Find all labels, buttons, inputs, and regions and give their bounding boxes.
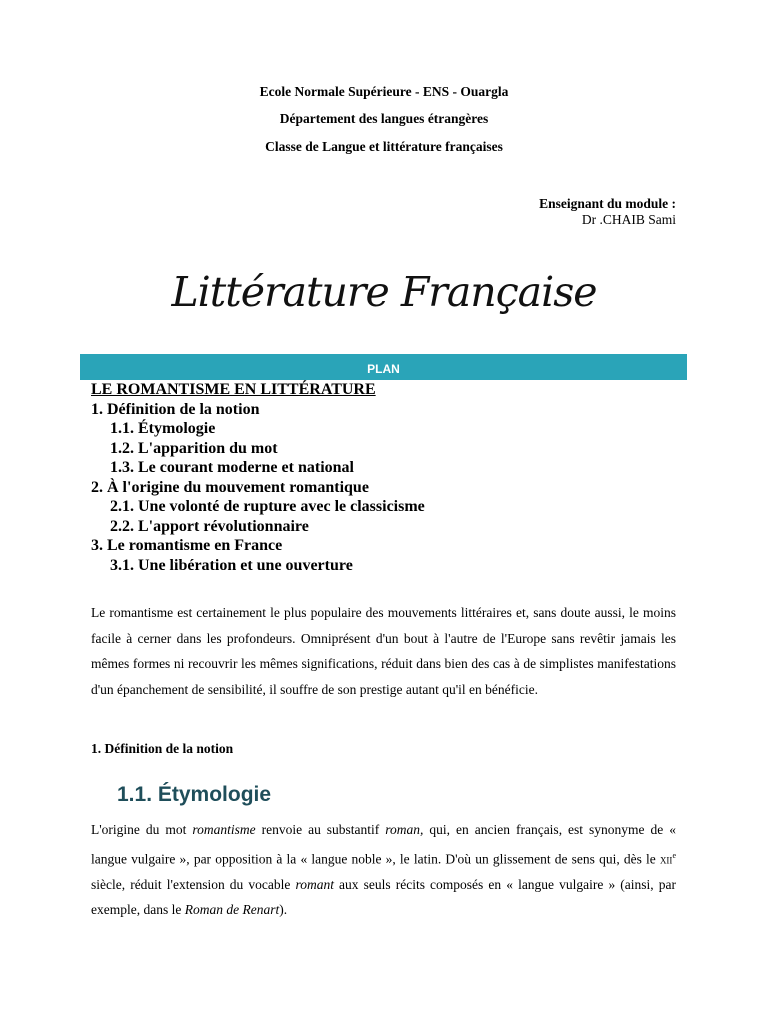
teacher-role: Enseignant du module : (539, 196, 676, 211)
etymology-text: siècle, réduit l'extension du vocable (91, 876, 296, 892)
etymology-term: roman, (385, 822, 424, 837)
teacher-name: Dr .CHAIB Sami (581, 212, 676, 227)
plan-list (91, 380, 425, 575)
document-title: Littérature Française (171, 268, 597, 316)
plan-item: 1.3. Le courant moderne et national (110, 459, 354, 476)
subsection-heading: 1.1. Étymologie (117, 783, 272, 806)
plan-item: 1.2. L'apparition du mot (110, 439, 278, 457)
etymology-term: Roman de Renart (184, 902, 280, 917)
plan-item: 2. À l'origine du mouvement romantique (91, 478, 369, 496)
plan-item: 2.2. L'apport révolutionnaire (110, 517, 309, 535)
class-name: Classe de Langue et littérature françaises (265, 139, 503, 154)
century-numeral: xii (659, 851, 673, 866)
plan-item: 3.1. Une libération et une ouverture (110, 556, 353, 574)
etymology-text: ). (279, 902, 288, 917)
plan-banner (80, 354, 687, 380)
school-name: Ecole Normale Supérieure - ENS - Ouargla (259, 84, 509, 99)
plan-item: 1.1. Étymologie (110, 420, 216, 437)
plan-item: 3. Le romantisme en France (91, 537, 283, 554)
department-name: Département des langues étrangères (279, 111, 489, 126)
intro-paragraph: Le romantisme est certainement le plus populaire des mouvements littéraires et, sans doute aussi, le moins facile à cerner dans les profondeurs. Omniprésent d'un bout à l'autre de l'Europe sans revêtir jamais les mêmes formes ni recouvrir les mêmes significations, réduit dans bien des cas à de simplistes manifestations d'un épanchement de sensibilité, il souffre de son prestige autant qu'il en bénéficie. (91, 605, 676, 697)
etymology-paragraph (91, 817, 676, 923)
section-heading: 1. Définition de la notion (91, 741, 234, 756)
etymology-text: aux seuls récits composés en « langue vulgaire » (ainsi, par exemple, dans le (91, 876, 676, 917)
teacher-block (539, 196, 676, 228)
etymology-text: L'origine du mot (91, 822, 193, 837)
etymology-term: romantisme (192, 822, 256, 837)
plan-item: 1. Définition de la notion (91, 400, 260, 418)
etymology-text: renvoie au substantif (255, 822, 386, 837)
plan-label: PLAN (367, 362, 400, 376)
etymology-text: qui, en ancien français, est synonyme de « langue vulgaire », par opposition à la « langue noble », le latin. D'où un glissement de sens qui, dès le (91, 822, 676, 866)
etymology-term: romant (295, 876, 334, 892)
plan-item: 2.1. Une volonté de rupture avec le classicisme (110, 498, 425, 515)
century-superscript: e (672, 850, 676, 860)
plan-title: LE ROMANTISME EN LITTÉRATURE (91, 381, 376, 398)
